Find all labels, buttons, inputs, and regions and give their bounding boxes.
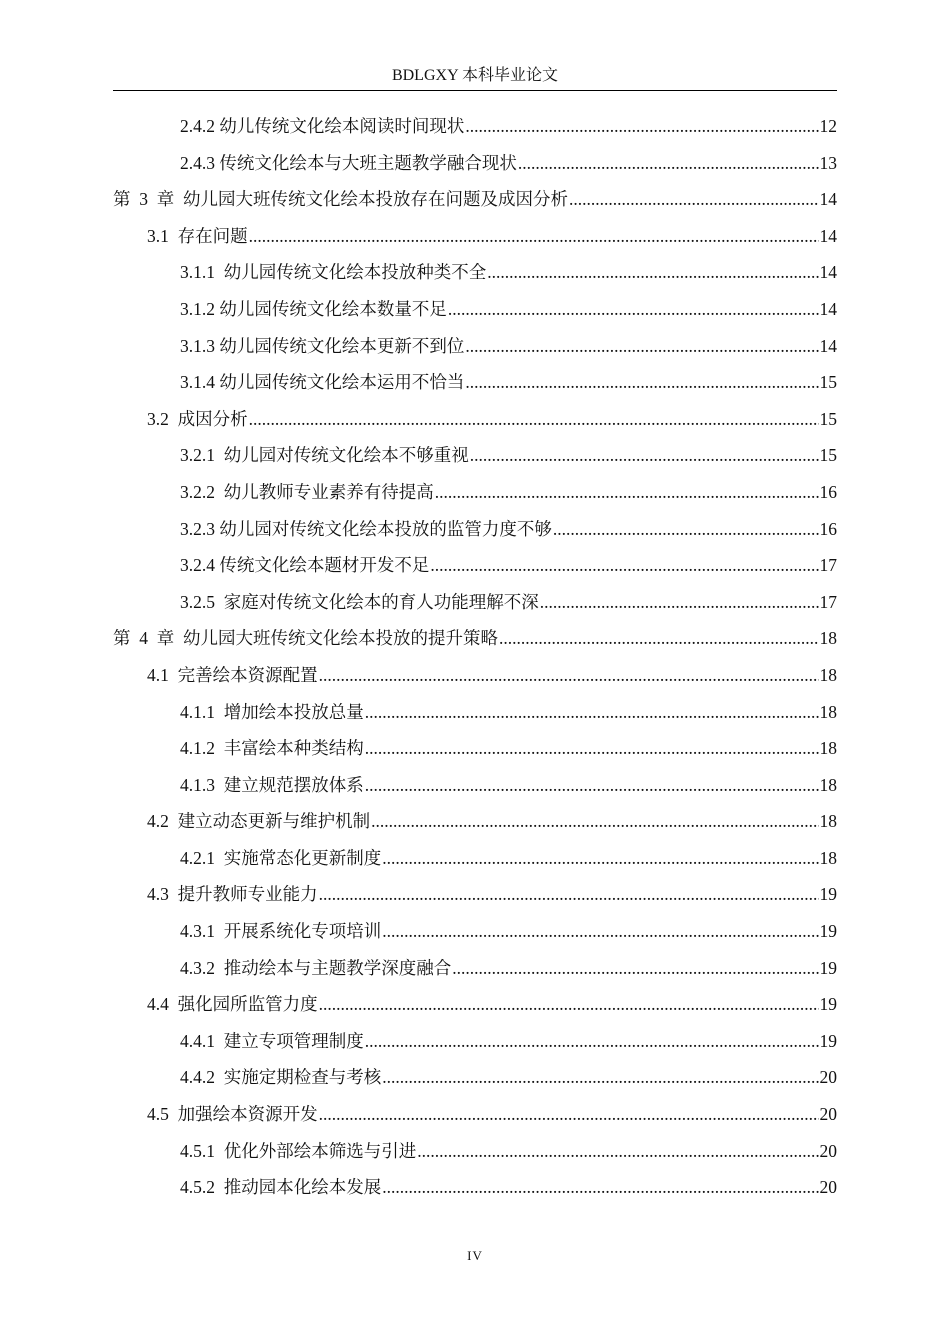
toc-entry-title: 4.3.1 开展系统化专项培训 bbox=[180, 921, 382, 942]
toc-dot-leader bbox=[382, 840, 818, 877]
toc-entry-page: 17 bbox=[819, 555, 837, 576]
toc-dot-leader bbox=[382, 1169, 818, 1206]
toc-entry-page: 14 bbox=[819, 335, 837, 356]
toc-entry[interactable] bbox=[113, 218, 837, 255]
toc-entry[interactable] bbox=[113, 694, 837, 731]
toc-dot-leader bbox=[465, 328, 818, 365]
toc-entry[interactable] bbox=[113, 437, 837, 474]
toc-dot-leader bbox=[499, 620, 819, 657]
toc-entry[interactable] bbox=[113, 547, 837, 584]
toc-entry-title: 3.1.2 幼儿园传统文化绘本数量不足 bbox=[180, 298, 447, 319]
toc-entry-title: 第 4 章 幼儿园大班传统文化绘本投放的提升策略 bbox=[113, 628, 498, 649]
toc-dot-leader bbox=[365, 694, 819, 731]
toc-entry[interactable] bbox=[113, 657, 837, 694]
toc-entry[interactable] bbox=[113, 730, 837, 767]
toc-entry-title: 第 3 章 幼儿园大班传统文化绘本投放存在问题及成因分析 bbox=[113, 189, 568, 210]
toc-entry-title: 4.1.1 增加绘本投放总量 bbox=[180, 701, 364, 722]
toc-entry-title: 3.1 存在问题 bbox=[147, 225, 248, 246]
toc-entry-title: 4.5.1 优化外部绘本筛选与引进 bbox=[180, 1140, 417, 1161]
toc-dot-leader bbox=[465, 364, 818, 401]
toc-entry-page: 18 bbox=[819, 774, 837, 795]
toc-entry[interactable] bbox=[113, 181, 837, 218]
header-rule bbox=[113, 90, 837, 91]
toc-entry-page: 20 bbox=[819, 1067, 837, 1088]
toc-dot-leader bbox=[430, 547, 818, 584]
toc-entry[interactable] bbox=[113, 108, 837, 145]
toc-dot-leader bbox=[365, 730, 819, 767]
toc-entry[interactable] bbox=[113, 1096, 837, 1133]
toc-dot-leader bbox=[249, 218, 819, 255]
toc-entry-title: 4.2 建立动态更新与维护机制 bbox=[147, 811, 371, 832]
toc-entry[interactable] bbox=[113, 767, 837, 804]
toc-entry-page: 18 bbox=[819, 701, 837, 722]
toc-dot-leader bbox=[319, 876, 819, 913]
toc-entry-page: 19 bbox=[819, 994, 837, 1015]
toc-entry-page: 13 bbox=[819, 152, 837, 173]
toc-entry-title: 3.1.1 幼儿园传统文化绘本投放种类不全 bbox=[180, 262, 487, 283]
toc-entry-title: 4.3 提升教师专业能力 bbox=[147, 884, 318, 905]
toc-dot-leader bbox=[371, 803, 818, 840]
toc-entry-page: 14 bbox=[819, 189, 837, 210]
toc-dot-leader bbox=[470, 437, 819, 474]
toc-entry[interactable] bbox=[113, 364, 837, 401]
toc-entry[interactable] bbox=[113, 291, 837, 328]
toc-entry[interactable] bbox=[113, 913, 837, 950]
toc-entry-page: 16 bbox=[819, 481, 837, 502]
toc-entry-page: 19 bbox=[819, 957, 837, 978]
toc-entry-page: 20 bbox=[819, 1177, 837, 1198]
toc-dot-leader bbox=[319, 657, 819, 694]
toc-entry-title: 3.2.4 传统文化绘本题材开发不足 bbox=[180, 555, 430, 576]
toc-dot-leader bbox=[540, 584, 819, 621]
toc-entry-page: 18 bbox=[819, 628, 837, 649]
toc-entry-title: 3.1.4 幼儿园传统文化绘本运用不恰当 bbox=[180, 372, 465, 393]
toc-entry-title: 4.1 完善绘本资源配置 bbox=[147, 664, 318, 685]
toc-dot-leader bbox=[417, 1133, 818, 1170]
table-of-contents bbox=[113, 108, 837, 1206]
toc-dot-leader bbox=[518, 145, 819, 182]
toc-dot-leader bbox=[435, 474, 819, 511]
toc-entry[interactable] bbox=[113, 145, 837, 182]
page-number: IV bbox=[467, 1248, 483, 1263]
toc-entry-title: 4.5 加强绘本资源开发 bbox=[147, 1104, 318, 1125]
toc-entry-title: 3.1.3 幼儿园传统文化绘本更新不到位 bbox=[180, 335, 465, 356]
toc-entry-page: 14 bbox=[819, 262, 837, 283]
toc-entry-page: 18 bbox=[819, 847, 837, 868]
toc-dot-leader bbox=[553, 511, 819, 548]
toc-entry[interactable] bbox=[113, 876, 837, 913]
toc-entry[interactable] bbox=[113, 620, 837, 657]
toc-entry-page: 15 bbox=[819, 408, 837, 429]
toc-dot-leader bbox=[382, 1059, 818, 1096]
toc-dot-leader bbox=[448, 291, 819, 328]
toc-entry-page: 15 bbox=[819, 372, 837, 393]
toc-entry[interactable] bbox=[113, 1169, 837, 1206]
toc-entry-page: 19 bbox=[819, 921, 837, 942]
toc-entry-title: 2.4.3 传统文化绘本与大班主题教学融合现状 bbox=[180, 152, 517, 173]
toc-entry-title: 3.2 成因分析 bbox=[147, 408, 248, 429]
toc-entry[interactable] bbox=[113, 328, 837, 365]
toc-dot-leader bbox=[487, 254, 818, 291]
toc-entry-title: 4.1.3 建立规范摆放体系 bbox=[180, 774, 364, 795]
toc-entry-page: 20 bbox=[819, 1104, 837, 1125]
toc-entry-page: 14 bbox=[819, 298, 837, 319]
toc-dot-leader bbox=[465, 108, 818, 145]
toc-dot-leader bbox=[319, 986, 819, 1023]
toc-entry-page: 19 bbox=[819, 1030, 837, 1051]
toc-entry[interactable] bbox=[113, 474, 837, 511]
toc-entry-title: 4.4.2 实施定期检查与考核 bbox=[180, 1067, 382, 1088]
toc-entry-page: 12 bbox=[819, 116, 837, 136]
toc-entry[interactable] bbox=[113, 254, 837, 291]
toc-entry-page: 17 bbox=[819, 591, 837, 612]
toc-entry-page: 18 bbox=[819, 811, 837, 832]
toc-entry-title: 4.3.2 推动绘本与主题教学深度融合 bbox=[180, 957, 452, 978]
toc-entry[interactable] bbox=[113, 840, 837, 877]
toc-entry-page: 15 bbox=[819, 445, 837, 466]
toc-dot-leader bbox=[569, 181, 819, 218]
toc-entry-title: 3.2.3 幼儿园对传统文化绘本投放的监管力度不够 bbox=[180, 518, 552, 539]
toc-entry[interactable] bbox=[113, 950, 837, 987]
toc-entry-title: 4.2.1 实施常态化更新制度 bbox=[180, 847, 382, 868]
toc-dot-leader bbox=[319, 1096, 819, 1133]
toc-entry-title: 4.1.2 丰富绘本种类结构 bbox=[180, 738, 364, 759]
toc-entry-page: 18 bbox=[819, 738, 837, 759]
toc-entry-page: 20 bbox=[819, 1140, 837, 1161]
toc-entry[interactable] bbox=[113, 584, 837, 621]
toc-dot-leader bbox=[365, 1023, 819, 1060]
toc-dot-leader bbox=[452, 950, 818, 987]
toc-entry[interactable] bbox=[113, 1133, 837, 1170]
toc-entry[interactable] bbox=[113, 511, 837, 548]
toc-entry-page: 18 bbox=[819, 664, 837, 685]
toc-entry-page: 14 bbox=[819, 225, 837, 246]
toc-entry-title: 4.5.2 推动园本化绘本发展 bbox=[180, 1177, 382, 1198]
toc-dot-leader bbox=[365, 767, 819, 804]
toc-dot-leader bbox=[249, 401, 819, 438]
toc-entry-page: 19 bbox=[819, 884, 837, 905]
page-header: BDLGXY 本科毕业论文 bbox=[391, 67, 559, 84]
toc-entry-title: 3.2.1 幼儿园对传统文化绘本不够重视 bbox=[180, 445, 469, 466]
toc-dot-leader bbox=[382, 913, 818, 950]
toc-entry[interactable] bbox=[113, 401, 837, 438]
toc-entry[interactable] bbox=[113, 803, 837, 840]
toc-entry[interactable] bbox=[113, 1023, 837, 1060]
toc-entry-page: 16 bbox=[819, 518, 837, 539]
toc-entry-title: 3.2.5 家庭对传统文化绘本的育人功能理解不深 bbox=[180, 591, 539, 612]
toc-entry-title: 3.2.2 幼儿教师专业素养有待提高 bbox=[180, 481, 434, 502]
toc-entry[interactable] bbox=[113, 1059, 837, 1096]
toc-entry[interactable] bbox=[113, 986, 837, 1023]
toc-entry-title: 2.4.2 幼儿传统文化绘本阅读时间现状 bbox=[180, 116, 465, 136]
toc-entry-title: 4.4 强化园所监管力度 bbox=[147, 994, 318, 1015]
toc-entry-title: 4.4.1 建立专项管理制度 bbox=[180, 1030, 364, 1051]
